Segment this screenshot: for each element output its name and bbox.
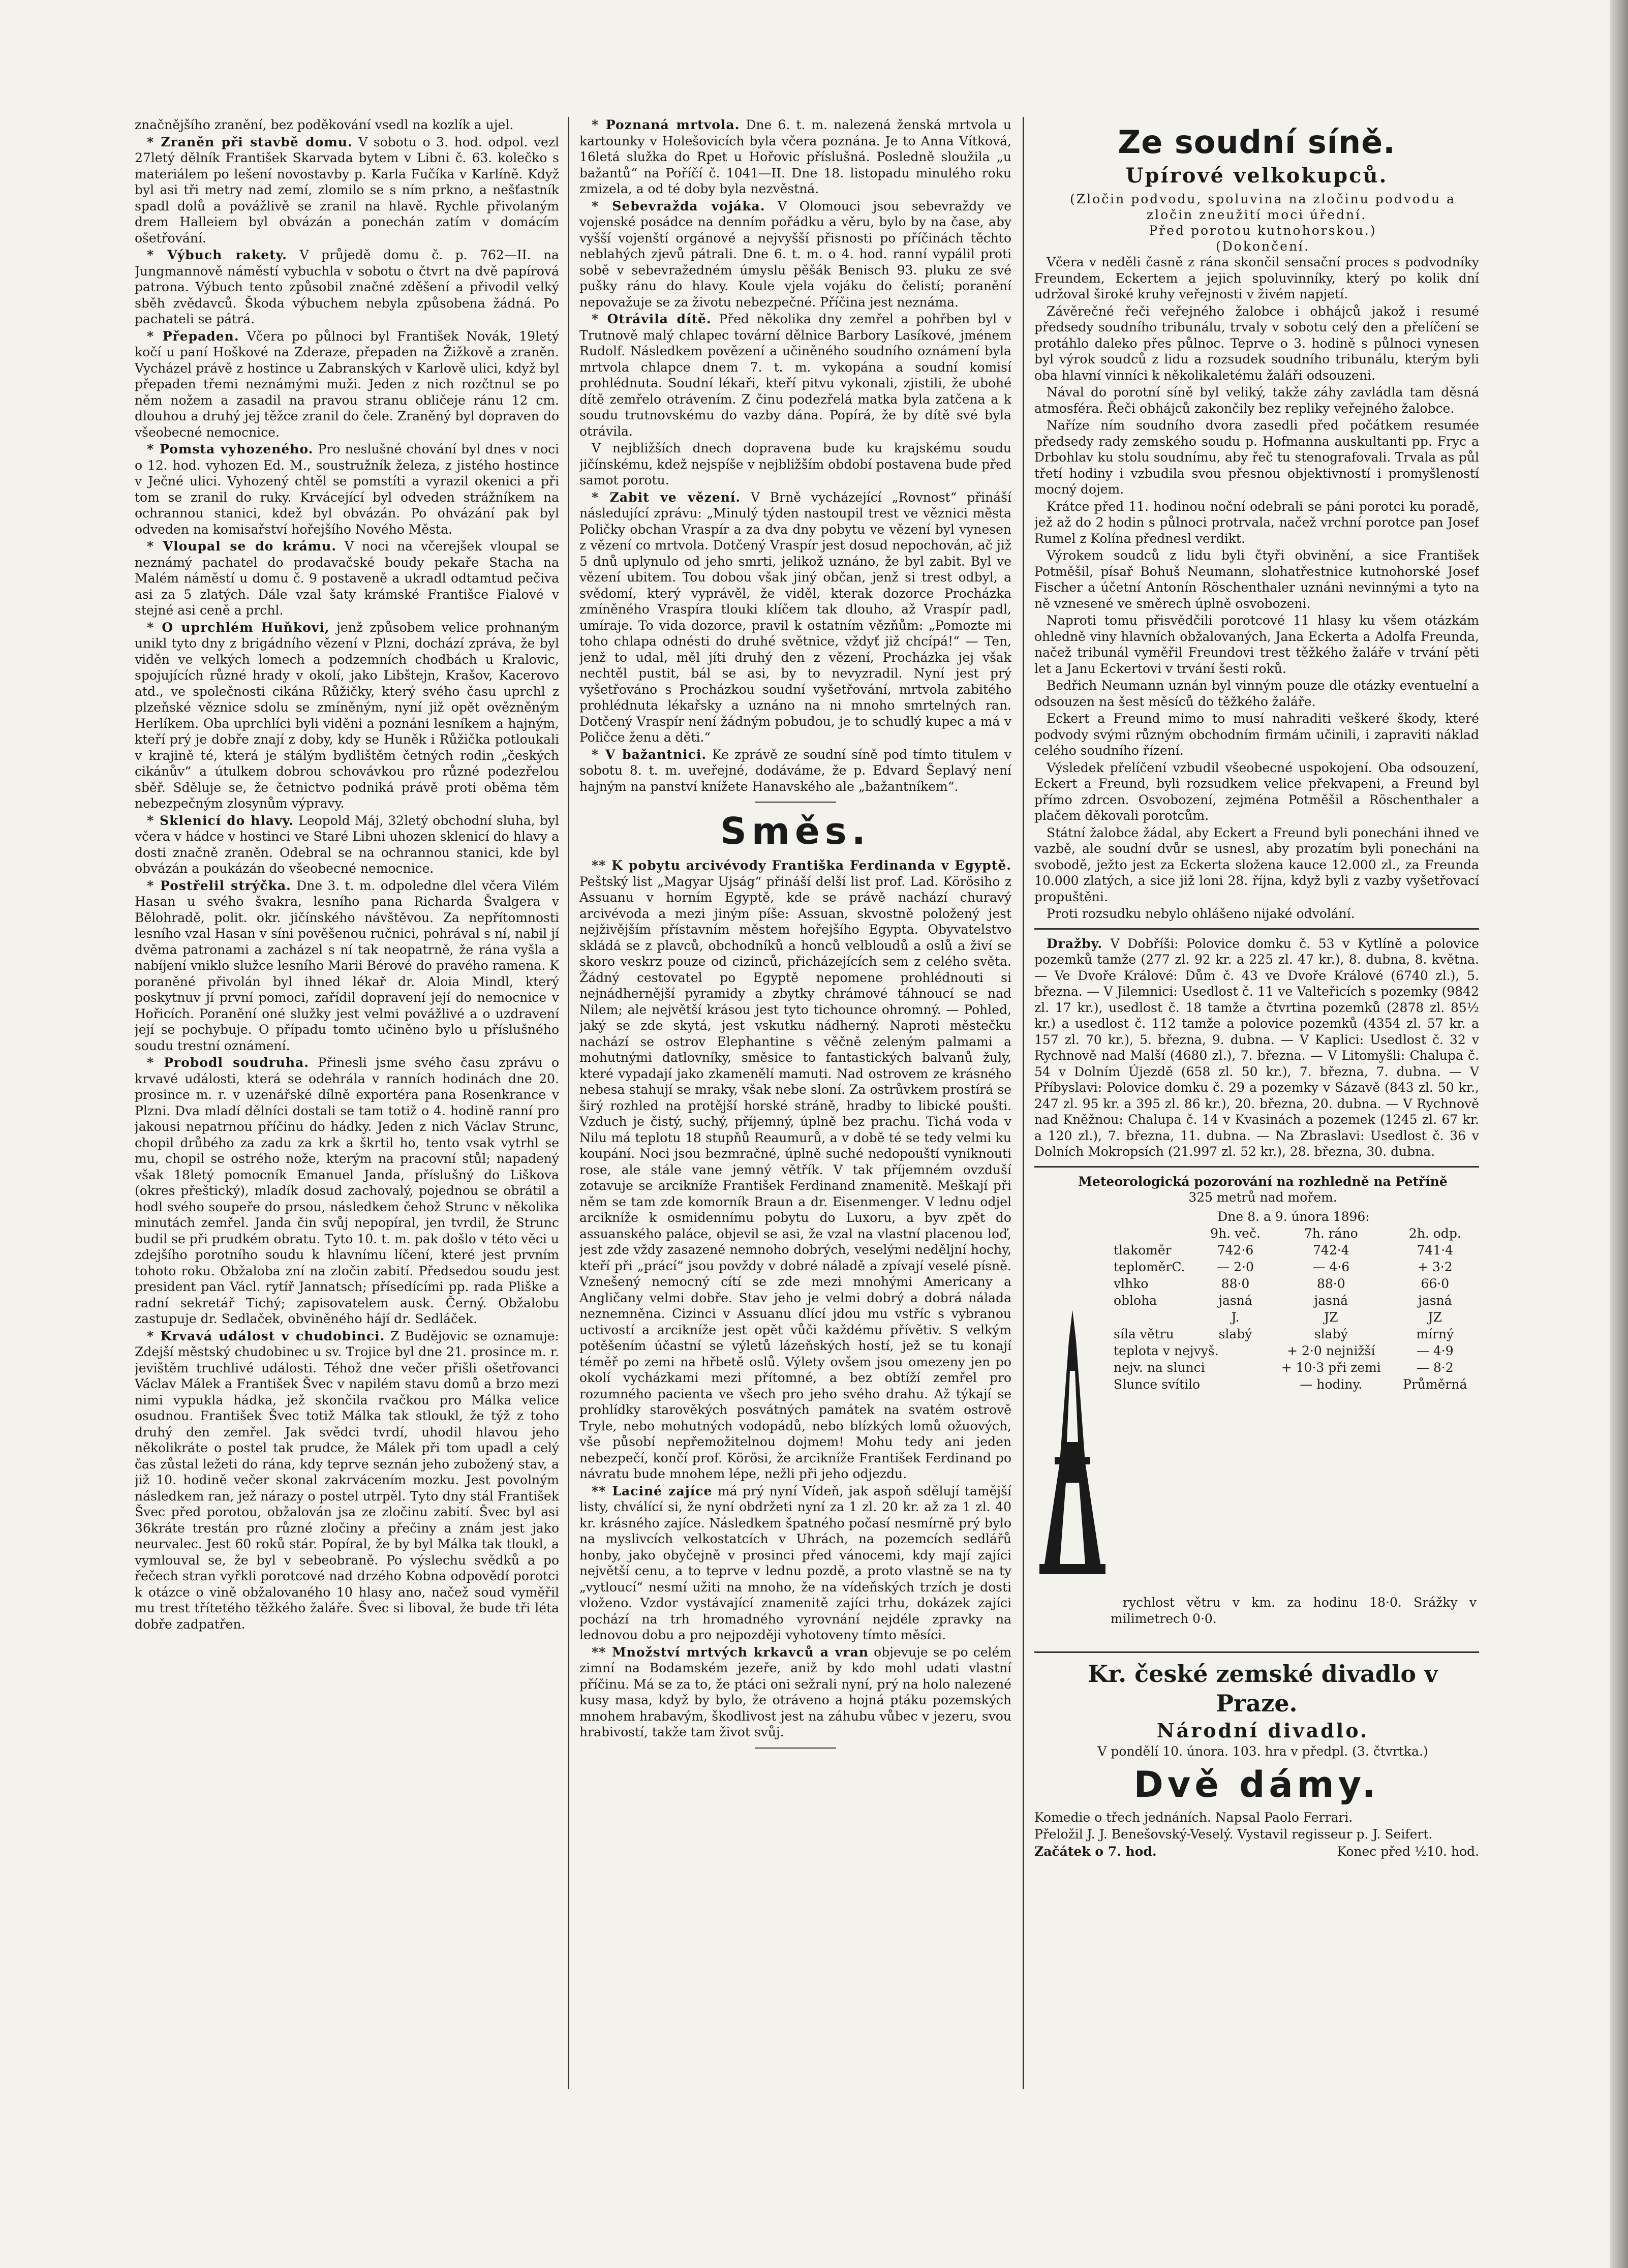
meteo-temp-value: — 4·9 bbox=[1416, 1343, 1454, 1358]
news-item bbox=[135, 538, 559, 619]
meteo-col-head: 7h. ráno bbox=[1304, 1226, 1358, 1241]
play-genre: Komedie o třech jednáních. Napsal Paolo Ferrari. bbox=[1034, 1810, 1353, 1825]
meteo-temp-label: teplota v nejvyš. bbox=[1114, 1343, 1219, 1358]
news-item-head: * Sebevražda vojáka. bbox=[592, 198, 765, 213]
news-item-text: Včera po půlnoci byl František Novák, 19letý kočí u paní Hoškové na Zderaze, přepaden na Žižkově a zraněn. Vycházel právě z hostince u Zabranských v Karlově ulici, když byl přepaden třemi neznámými muži. Jeden z nich rozčtnul se po něm nožem a zasadil na pravou stranu obličeje ránu 12 cm. dlouhou a druhý jej těžce zranil do čele. Zraněný byl dopraven do všeobecné nemocnice. bbox=[135, 328, 559, 440]
divider bbox=[1034, 1651, 1479, 1653]
news-item-head: * V bažantnici. bbox=[592, 747, 707, 762]
continuation-note: (Dokončení. bbox=[1216, 239, 1310, 254]
divider bbox=[755, 1748, 836, 1749]
court-paragraph: Bedřich Neumann uznán byl vinným pouze dle otázky eventuelní a odsouzen na šest měsíců do těžkého žaláře. bbox=[1034, 678, 1479, 709]
auctions-block bbox=[1034, 936, 1479, 1160]
article-title: Upírové velkokupců. bbox=[1125, 164, 1388, 188]
meteo-row-label: teploměrC. bbox=[1114, 1260, 1185, 1274]
news-item-text: Leopold Máj, 32letý obchodní sluha, byl včera v hádce v hostinci ve Staré Libni uhozen sklenicí do hlavy a dosti značně zraněn. Odebral se na ochrannou stanici, kde byl obvázán a poukázán do všeobecné nemocnice. bbox=[135, 813, 559, 876]
meteo-value: 66·0 bbox=[1421, 1276, 1450, 1291]
court-paragraph: Naříze ním soudního dvora zasedli před počátkem resumée předsedy rady zemského soudu p. Hofmanna auskultanti pp. Fryc a Drbohlav ku stolu soudnímu, aby řeč tu stenografovali. Trvala as půl třetí hodiny i vzbudila svou přesnou objektivností i promyšleností mocný dojem. bbox=[1034, 418, 1479, 497]
meteo-value: — 2·0 bbox=[1217, 1260, 1254, 1274]
performance-date: V pondělí 10. února. 103. hra v předpl. (3. čtvrtka.) bbox=[1097, 1744, 1428, 1759]
news-item bbox=[579, 489, 1011, 746]
court-paragraph: Výrokem soudců z lidu byli čtyři obvinění, a sice František Potměšil, písař Bohuš Neumann, slohatřestnice kutnohorské Josef Fischer a účetní Antonín Röschenthaler uznáni nevinnými a tyto na ně vznesené ve směrech úplně osvobozeni. bbox=[1034, 548, 1479, 611]
news-item-text: má prý nyní Vídeň, jak aspoň sdělují tamější listy, chválící si, že nyní obdržeti nyní za 1 zl. 20 kr. až za 1 zl. 40 kr. krásného zajíce. Následkem špatného počasí nesmírně prý bylo na myslivcích velkostatcích v Uhrách, na pozemcích sedlářů honby, jako obyčejně v prosinci před vánocemi, kdy mají zajíci největší cenu, a to teprve v lednu pozdě, a proto vlastně se na ty „vytloucí“ nesmí užiti na mnoho, že na vídeňských trzích je dosti vloženo. Vzdor vystávající znamenitě zajíci trhu, dokázek zajíci pochází na trh hromadného vyrovnání nejdéle zpravky na lednovou dobu a pro nejpozději vyhotoveny tímto měsíci. bbox=[579, 1483, 1011, 1642]
news-item bbox=[135, 134, 559, 247]
court-paragraph: Naproti tomu přisvědčili porotcové 11 hlasy ku všem otázkám ohledně viny hlavních obžalovaných, Jana Eckerta a Adolfa Freunda, načež tribunál vyměřil Freundovi trest těžkého žaláře v trvání pěti let a Janu Eckertovi v trvání šesti roků. bbox=[1034, 613, 1479, 676]
news-item bbox=[135, 328, 559, 441]
meteo-row bbox=[1111, 1326, 1477, 1342]
news-item bbox=[135, 441, 559, 537]
news-item bbox=[135, 620, 559, 812]
news-item-text: Před několika dny zemřel a pohřben byl v Trutnově malý chlapec tovární dělnice Barbory Lasíkové, jménem Rudolf. Následkem povězení a učiněného soudního oznámení byla mrtvola chlapce dnem 7. t. m. vykopána a soudní komisí prohlédnuta. Soudní lékaři, kteří pitvu vykonali, zjistili, že ubohé dítě zemřelo otrávením. Z činu podezřelá matka byla zatčena a k soudu trutnovskému do vazby dána. Popírá, že by dítě své byla otrávila. bbox=[579, 312, 1011, 439]
meteo-table bbox=[1111, 1208, 1477, 1393]
meteo-temp-label: Slunce svítilo bbox=[1114, 1377, 1201, 1392]
court-paragraph: Závěrečné řeči veřejného žalobce i obhájců jakož i resumé předsedy soudního tribunálu, trvaly v sobotu celý den a přelíčení se protáhlo daleko přes půlnoc. Teprve o 3. hodině s půlnoci vynesen byl výrok soudců z lidu a rozsudek soudního tribunálu, kterým byli oba hlavní vinníci k několikaletému žaláři odsouzeni. bbox=[1034, 303, 1479, 383]
meteo-block bbox=[1034, 1208, 1479, 1645]
news-item bbox=[579, 198, 1011, 311]
play-title: Dvě dámy. bbox=[1133, 1763, 1380, 1805]
news-item-text: Pro neslušné chování byl dnes v noci o 12. hod. vyhozen Ed. M., soustružník železa, z jistého hostince v Ječné ulici. Vyhozený chtěl se pomstíti a vyrazil okenici a při tom se zranil do ruky. Krvácející byl odveden strážníkem na ochrannou stanici, kdež byl obvázán. Po ohvázání pak byl odveden na komisařství hořejšího Nového Města. bbox=[135, 442, 559, 537]
news-item-text: objevuje se po celém zimní na Bodamském jezeře, aniž by kdo mohl udati vlastní příčinu. Má se za to, že ptáci oni sežrali nyní, prý na holo nalezené kusy masa, když by bylo, že otráveno a hojná ptáku pozemských mnohem hrabavým, škodlivost jest na záhubu vůbec v jezeru, svou hrabivostí, takže tam život svůj. bbox=[579, 1644, 1011, 1739]
news-item bbox=[135, 117, 559, 133]
meteo-wind: rychlost větru v km. za hodinu 18·0. Srážky v milimetrech 0·0. bbox=[1111, 1595, 1477, 1626]
news-item bbox=[579, 117, 1011, 197]
meteo-col-head: 2h. odp. bbox=[1408, 1226, 1461, 1241]
meteo-date: Dne 8. a 9. února 1896: bbox=[1217, 1209, 1370, 1224]
meteo-value: JZ bbox=[1428, 1310, 1442, 1325]
news-item bbox=[135, 1328, 559, 1633]
column-middle-misc bbox=[579, 857, 1011, 1740]
auctions-text: V Dobříši: Polovice domku č. 53 v Kytlíně a polovice pozemků tamže (277 zl. 92 kr. a 225 zl. 47 kr.), 8. dubna, 8. května. — Ve Dvoře Králové: Dům č. 43 ve Dvoře Králové (6740 zl.), 5. března. — V Jilemnici: Usedlost č. 11 ve Valteřicích s pozemky (9842 zl. 17 kr.), usedlost č. 18 tamže a čtvrtina pozemků (2878 zl. 85½ kr.) a usedlost č. 112 tamže a polovice pozemků (4354 zl. 57 kr. a 157 zl. 70 kr.), 5. března, 9. dubna. — V Kaplici: Usedlost č. 32 v Rychnově nad Malší (4680 zl.), 7. března. — V Litomyšli: Chalupa č. 54 v Dolním Újezdě (658 zl. 50 kr.), 7. března, 7. dubna. — V Příbyslavi: Polovice domku č. 29 a pozemky v Sázavě (843 zl. 50 kr., 247 zl. 95 kr. a 395 zl. 86 kr.), 20. března, 20. dubna. — V Rychnově nad Kněžnou: Chalupa č. 14 v Kvasinách a pozemek (1245 zl. 67 kr. a 120 zl.), 7. března, 11. dubna. — Na Zbraslavi: Usedlost č. 36 v Dolních Mokropsích (21.997 zl. 52 kr.), 28. března, 30. dubna. bbox=[1034, 936, 1479, 1159]
meteo-value: jasná bbox=[1218, 1293, 1252, 1308]
news-item bbox=[579, 747, 1011, 795]
divider bbox=[1034, 928, 1479, 930]
court-article-body bbox=[1034, 254, 1479, 922]
meteo-value: slabý bbox=[1314, 1327, 1348, 1341]
meteo-col-head: 9h. več. bbox=[1210, 1226, 1261, 1241]
news-item-text: V Brně vycházející „Rovnost“ přináší následující zprávu: „Minulý týden nastoupil trest ve věznici města Poličky obchan Vraspír a za dva dny pobytu ve vězení byl vynesen z vězení co mrtvola. Dotčený Vraspír jest dosud nepochován, ač již 5 dnů uplynulo od jeho smrti, jelikož uznáno, že byl zabit. Byl ve vězení ubitem. Tou dobou však jiný občan, jenž si trest odbyl, a svědomí, který vyprávěl, že viděl, kterak dozorce Procházka zmíněného Vraspíra tlouki klíčem tak dlouho, až Vraspír padl, umíraje. To vida dozorce, pravil k ostatním vězňům: „Pomozte mi toho chlapa odnésti do druhé světnice, vždyť již chcípá!“ — Ten, jenž to udal, měl jíti druhý den z vězení, Procházka jej však nechtěl pustit, bál se asi, by to nevyzradil. Nyní jest prý vyšetřováno s Procházkou soudní vyšetřování, mrtvola zabitého prohlédnuta lékařsky a uznáno na ni mnoho smrtelných ran. Dotčený Vraspír není žádným pobudou, je to schudlý kupec a má v Poličce ženu a děti.“ bbox=[579, 489, 1011, 745]
end-time: Konec před ½10. hod. bbox=[1337, 1844, 1479, 1859]
news-item-text: Peštský list „Magyar Ujság“ přináší delší list prof. Lad. Körösiho z Assuanu v horním Egyptě, kde se právě nachází churavý arcivévoda a mezi jiným píše: Assuan, skvostně položený jest nejživějším přístavním městem hořejšího Egypta. Obyvatelstvo skládá se z plavců, obchodníků a honců velbloudů a oslů a živí se skoro veskrz pouze od cizinců, přicházejících sem z celého světa. Žádný cestovatel po Egyptě nepomene prohlédnouti si nejnádhernější pyramidy a zbytky chrámové táhnoucí se nad Nilem; ale největší krásou jest tyto tichounce ohromný. — Pohled, jaký se zde skytá, jest vskutku nádherný. Naproti městečku nachází se ostrov Elephantine s věčně zeleným palmami a mohutnými datlovníky, směsice to fantastických balvanů žuly, které vypadají jako zkamenělí mamuti. Nad ostrovem ze krásného nebesa stahují se mraky, však nebe sloní. Za ostrůvkem prostírá se širý rozhled na protější horské stráně, hradby to libické poušti. Vzduch je čistý, suchý, příjemný, úplně bez prachu. Tichá voda v Nilu má teplotu 18 stupňů Reaumurů, a v době té se tedy velmi ku koupání. Noci jsou bezmračné, úplně suché nedopouští vyniknouti rose, ale stále vane jemný větřík. V tak příjemném ovzduší zotavuje se arcikníže František Ferdinand znamenitě. Meškají při něm se tam zde komorník Braun a dr. Eisenmenger. V lednu odjel arcikníže k osmidennímu pobytu do Luxoru, a byv zpět do assuanského paláce, objevil se asi, že vzal na vlastní placenou loď, jest zde vždy zasazené nemnoho dobrých, veselými neděljní hochy, kteří při „prácí“ jsou povždy v dobré náladě a zpívají veselé písně. Vznešený nemocný cítí se zde mezi mnohými Americany a Angličany velmi dobře. Stav jeho je velmi dobrý a dobrá nálada neznemněna. Cizinci v Assuanu dlící jdou mu vstříc s vybranou uctivostí a arcikníže jest opět vůči každému přívětiv. S velkým potěšením účastní se výletů lázeňských hostí, jež se tu konají téměř po zemi na hřbetě oslů. Výlety ovšem jsou omezeny jen po okolí vycházkami mezi přítomné, a bez obtíží zemřel pro rozumného pacienta ve všech pro jeho svého drahu. Až týkají se prohlídky starověkých posvátných památek na svatém ostrově Tryle, nebo mohutných vodopádů, nebo blízkých lomů ožuových, vše působí nepřemožitelnou dojmem! Mohu tedy ani jeden nebezpečí, končí prof. Körösi, že arcikníže František Ferdinand po návratu bude mnohem lépe, nežli při jeho odjezdu. bbox=[579, 874, 1011, 1481]
meteo-value: 742·4 bbox=[1312, 1243, 1349, 1258]
meteo-value: JZ bbox=[1324, 1310, 1338, 1325]
news-item-head: * Výbuch rakety. bbox=[147, 248, 288, 262]
auctions-head: Dražby. bbox=[1047, 936, 1103, 951]
news-item bbox=[579, 857, 1011, 1482]
meteo-row-label: vlhko bbox=[1114, 1276, 1149, 1291]
court-paragraph: Státní žalobce žádal, aby Eckert a Freund byli ponecháni ihned ve vazbě, ale soudní dvůr se usnesl, aby prozatím byli ponecháni na svobodě, ježto jest za Eckerta složena kauce 12.000 zl., za Freunda 10.000 zlatých, a sice již loni 28. října, když byli z vazby vyšetřovací propuštěni. bbox=[1034, 825, 1479, 904]
news-item bbox=[135, 1055, 559, 1327]
meteo-value: slabý bbox=[1218, 1327, 1252, 1341]
news-item bbox=[579, 1483, 1011, 1643]
news-item-text: značnějšího zranění, bez poděkování vsedl na kozlík a ujel. bbox=[135, 117, 514, 132]
meteo-value: J. bbox=[1231, 1310, 1240, 1325]
meteo-temp-value: — hodiny. bbox=[1300, 1377, 1363, 1392]
news-item-head: ** Laciné zajíce bbox=[592, 1483, 713, 1498]
news-item-text: V noci na včerejšek vloupal se neznámý pachatel do prodavačské boudy pekaře Stacha na Malém náměstí u domu č. 9 postaveně a ukradl odtamtud pečiva asi za 5 zlatých. Dále vzal šaty krámské Františce Fialové v stejné asi ceně a prchl. bbox=[135, 539, 559, 618]
court-paragraph: Eckert a Freund mimo to musí nahraditi veškeré škody, které podvody svými různým obchodním firmám učinili, i zapraviti náklad celého soudního řízení. bbox=[1034, 711, 1479, 758]
news-item-head: * Zabit ve vězení. bbox=[592, 489, 741, 505]
court-paragraph: Nával do porotní síně byl veliký, takže záhy zavládla tam děsná atmosféra. Řeči obhájců zakončily bez repliky veřejného žalobce. bbox=[1034, 385, 1479, 416]
meteo-value: 742·6 bbox=[1217, 1243, 1254, 1258]
meteo-value: 88·0 bbox=[1316, 1276, 1345, 1291]
news-item-head: * Poznaná mrtvola. bbox=[592, 117, 740, 132]
meteo-value: — 4·6 bbox=[1312, 1260, 1350, 1274]
news-item-text: V Olomouci jsou sebevraždy ve vojenské posádce na denním pořádku a věru, bylo by na čase, aby vyšší vojenští orgánové a nejvyšší přisnosti po příčinách těchto neblahých zjevů pátrali. Dne 6. t. m. o 4. hod. ranní vypálil proti sobě v sebevražedném úmyslu pěšák Benisch 93. pluku ze své pušky ránu do hlavy. Koule vjela vojáku do čelistí; poranění nepovažuje se za životu nebezpečné. Příčina jest neznáma. bbox=[579, 198, 1011, 310]
court-paragraph: Výsledek přelíčení vzbudil všeobecné uspokojení. Oba odsouzení, Eckert a Freund, byli rozsudkem velice překvapeni, a Freund byl přímo zdrcen. Osvobození, zejména Potměšil a Röschenthaler a plačem děkovali porotcům. bbox=[1034, 760, 1479, 823]
meteo-title: Meteorologická pozorování na rozhledně na Petříně bbox=[1078, 1174, 1448, 1189]
column-left bbox=[135, 117, 559, 2089]
play-times bbox=[1034, 1844, 1479, 1860]
start-time: Začátek o 7. hod. bbox=[1034, 1844, 1157, 1859]
divider bbox=[1034, 1166, 1479, 1168]
meteo-temp-label: nejv. na slunci bbox=[1114, 1360, 1205, 1375]
meteo-value: + 3·2 bbox=[1417, 1260, 1453, 1274]
section-title-smes: Směs. bbox=[720, 810, 871, 852]
meteo-temp-value: — 8·2 bbox=[1416, 1360, 1454, 1375]
news-item bbox=[579, 311, 1011, 439]
court-paragraph: Proti rozsudku nebylo ohlášeno nijaké odvolání. bbox=[1047, 906, 1355, 921]
charge-line: Před porotou kutnohorskou.) bbox=[1149, 223, 1377, 238]
meteo-row bbox=[1111, 1292, 1477, 1309]
news-item-head: * Přepaden. bbox=[147, 328, 239, 344]
newspaper-page bbox=[135, 117, 1479, 2099]
column-rule bbox=[1023, 117, 1024, 2089]
news-item-text: Ke zprávě ze soudní síně pod tímto titulem v sobotu 8. t. m. uveřejné, dodáváme, že p. Edvard Šeplavý není hajným na panství knížete Hanavského ale „bažantníkem“. bbox=[579, 747, 1011, 794]
news-item-head: * Sklenicí do hlavy. bbox=[147, 813, 294, 828]
news-item-head: ** K pobytu arcivévody Františka Ferdinanda v Egyptě. bbox=[592, 858, 1011, 873]
news-item-head: * Postřelil strýčka. bbox=[147, 878, 291, 893]
meteo-value: mírný bbox=[1416, 1327, 1454, 1341]
news-item-head: * O uprchlém Huňkovi, bbox=[147, 620, 330, 635]
court-paragraph: Včera v neděli časně z rána skončil sensační proces s podvodníky Freundem, Eckertem a jejich spoluvinníky, který po kolik dní udržoval široké kruhy veřejnosti v živém napjetí. bbox=[1034, 255, 1479, 301]
column-rule bbox=[568, 117, 569, 2089]
news-item-text: jenž způsobem velice prohnaným unikl tyto dny z brigádního vězení v Plzni, dochází zpráva, že byl viděn ve velkých lomech a podzemních chodbách u Kralovic, spojujících různé hrady v okolí, jako Libštejn, Krašov, Kacerovo atd., ve společnosti cikána Růžičky, který svého času uprchl z plzeňské věznice sdolu se zmíněným, nyní již opět ovězněným Herlíkem. Oba uprchlíci byli viděni a poznáni lesníkem a hajným, kteří prý je dobře znají z doby, kdy se Huněk i Růžička potloukali v krajině té, která je stálým bydlištěm četných rodin „českých cikánův“ a útulkem dobrou schovávkou pro různé podezřelou sběř. Sděluje se, že četnictvo podniká právě proti oběma těm nebezpečným zlosynům výpravy. bbox=[135, 620, 559, 811]
theatre-name: Kr. české zemské divadlo v Praze. bbox=[1088, 1660, 1438, 1717]
divider bbox=[755, 802, 836, 803]
meteo-value: 88·0 bbox=[1221, 1276, 1250, 1291]
meteo-row bbox=[1111, 1242, 1477, 1259]
news-item bbox=[135, 247, 559, 327]
news-item-text: V nejbližších dnech dopravena bude ku krajskému soudu jičínskému, kdež nejspíše v nejbližším období postavena bude před samot porotu. bbox=[579, 441, 1011, 487]
news-item-text: V průjedě domu č. p. 762—II. na Jungmannově náměstí vybuchla v sobotu o čtvrt na dvě papírová patrona. Výbuch tento způsobil značné zděšení a přivodil velký sběh zvědavců. Škoda výbuchem nebyla způsobena žádná. Po pachateli se pátrá. bbox=[135, 248, 559, 326]
news-item bbox=[579, 440, 1011, 488]
news-item bbox=[135, 813, 559, 877]
news-item-text: V sobotu o 3. hod. odpol. vezl 27letý dělník František Skarvada bytem v Libni č. 63. kolečko s materiálem po lešení novostavby p. Karla Fučíka v Karlíně. Když byl asi tři metry nad zemí, zlomilo se s ním prkno, a nešťastník spadl dolů a povážlivě se zranil na hlavě. Rychle přivolaným drem Halleiem byl obvázán a ponechán zatím v domácím ošetřování. bbox=[135, 134, 559, 246]
news-item-text: Dne 6. t. m. nalezená ženská mrtvola u kartounky v Holešovicích byla včera poznána. Je to Anna Vítková, 16letá služka do Rpet u Hořovic příslušná. Posledně sloužila „u bažantů“ na Poříčí č. 1041—II. Dne 18. listopadu minulého roku zmizela, a od té doby byla nezvěstná. bbox=[579, 117, 1011, 196]
news-item-head: * Pomsta vyhozeného. bbox=[147, 442, 314, 456]
news-item bbox=[135, 878, 559, 1054]
news-item bbox=[579, 1644, 1011, 1740]
news-item-text: Přinesli jsme svého času zprávu o krvavé události, která se odehrála v ranních hodinách dne 20. prosince m. r. v uzenářské dílně exportéra pana Rosenkrance v Plzni. Dva mladí dělníci dostali se tam totiž o 4. hodině ranní pro jakousi nepatrnou příčinu do hádky. Jeden z nich Václav Strunc, chopil drůbého za zadu za krk a škrtil ho, tento vsak vytrhl se mu, chopil se ostrého nože, kterým na pracovní stůl; napadený však 18letý pomocník Emanuel Janda, příslušný do Liškova (okres přeštický), mladík dosud zachovalý, pojednou se obrátil a hodl svého soupeře do prsou, následkem čehož Strunc v několika minutách zemřel. Janda čin svůj nepopíral, jen tvrdil, že Strunc budil se při prudkém obratu. Tyto 10. t. m. pak došlo v této věci u zdejšího porotního soudu k hlavnímu líčení, které jest prvním tohoto roku. Obžaloba zní na zločin zabití. Předsedou soudu jest president pan Václ. rytíř Jannatsch; přísedícími pp. rada Pliške a radní sekretář Tichý; zapisovatelem ausk. Černý. Obžalobu zastupuje dr. Sedlaček, obviněného hájí dr. Sedláček. bbox=[135, 1055, 559, 1326]
column-middle bbox=[579, 117, 1011, 2089]
meteo-row-label: obloha bbox=[1114, 1293, 1157, 1308]
news-item-head: ** Množství mrtvých krkavců a vran bbox=[592, 1644, 869, 1660]
petrin-tower-icon bbox=[1039, 1310, 1105, 1574]
meteo-row bbox=[1111, 1309, 1477, 1326]
meteo-value: jasná bbox=[1314, 1293, 1348, 1308]
news-item-head: * Krvavá událost v chudobinci. bbox=[147, 1328, 385, 1343]
news-item-head: * Zraněn při stavbě domu. bbox=[147, 134, 353, 149]
meteo-value: jasná bbox=[1418, 1293, 1452, 1308]
meteo-row-label bbox=[1111, 1309, 1202, 1326]
meteo-temp-value: + 10·3 při zemi bbox=[1281, 1360, 1381, 1375]
column-middle-news bbox=[579, 117, 1011, 794]
news-item-text: Z Budějovic se oznamuje: Zdejší městský chudobinec u sv. Trojice byl dne 21. prosince m. r. jevištěm truchlivé události. Téhož dne večer přišli ošetřovanci Václav Málek a František Švec v napilém stavu domů a brzo mezi nimi vypukla hádka, jež skončila rvačkou pro Málka velice osudnou. František Švec totiž Málka tak stloukl, že týž z toho druhý den zemřel. Jak svědci tvrdí, uhodil hlavou jeho několikráte o postel tak prudce, že Málek při tom upadl a celý čas zůstal ležeti do rána, kdy teprve seznán jeho zubožený stav, a již 10. hodině večer skonal zakrvácením mozku. Jest povolným následkem ran, jež nárazy o postel utrpěl. Tyto dny stál František Švec před porotou, obžalován jsa ze zločinu zabití. Švec byl asi 36kráte trestán pro různé zločiny a přečiny a znám jest jako neurvalec. Jest 60 roků stár. Popíral, že by byl Málka tak tloukl, a vymlouval se, že byl v sebeobraně. Po výslechu svědků a po řečech stran vyřkli porotcové nad drzého Kobna odpovědí porotci k otázce o vině obžalovaného 10 hlasy ano, načež soud vyměřil mu trest třítetého těžkého žaláře. Švec si liboval, že bude tři léta dobře zadpatřen. bbox=[135, 1328, 559, 1632]
play-translator: Přeložil J. J. Benešovský-Veselý. Vystavil regisseur p. J. Seifert. bbox=[1034, 1827, 1433, 1842]
column-right bbox=[1034, 117, 1479, 2089]
meteo-value: 741·4 bbox=[1417, 1243, 1454, 1258]
scan-edge bbox=[1610, 0, 1628, 2268]
theatre-subname: Národní divadlo. bbox=[1156, 1719, 1369, 1742]
meteo-temp-value: + 2·0 nejnižší bbox=[1287, 1343, 1375, 1358]
meteo-subtitle: 325 metrů nad mořem. bbox=[1188, 1189, 1337, 1205]
meteo-row-label: tlakoměr bbox=[1114, 1243, 1172, 1258]
news-item-text: Dne 3. t. m. odpoledne dlel včera Vilém Hasan u svého švakra, lesního pana Richarda Švalgera v Bělohradě, polit. okr. jičínského návštěvou. Za nepřítomnosti lesního vzal Hasan v síni pověšenou ručnici, pohrával s ní, nabil jí dvěma patronami a zacházel s ní tak neopatrně, že rána vyšla a nabíjení vniklo služce lesního Marii Bérové do pravého ramena. K poraněné přivolán byl ihned lékař dr. Aloia Mindl, který poskytnuv jí první pomoci, zařídil dopravení její do nemocnice v Hořicích. Poranění oné služky jest velmi povážlivé a o uzdravení její se pochybuje. O případu tomto učiněno bylo u příslušného soudu trestní oznámení. bbox=[135, 878, 559, 1053]
meteo-row bbox=[1111, 1275, 1477, 1292]
news-item-head: * Probodl soudruha. bbox=[147, 1055, 309, 1070]
section-title-court: Ze soudní síně. bbox=[1118, 124, 1396, 161]
court-paragraph: Krátce před 11. hodinou noční odebrali se páni porotci ku poradě, jež až do 2 hodin s půlnoci protrvala, načež vrchní porotce pan Josef Rumel z Kolína přednesl verdikt. bbox=[1034, 499, 1479, 546]
meteo-row-label: síla větru bbox=[1114, 1327, 1174, 1341]
charge-line: (Zločin podvodu, spoluvina na zločinu podvodu a zločin zneužití moci úřední. bbox=[1069, 192, 1456, 222]
meteo-temp-value: Průměrná bbox=[1403, 1377, 1467, 1392]
meteo-row bbox=[1111, 1259, 1477, 1275]
news-item-head: * Vloupal se do krámu. bbox=[147, 539, 337, 554]
news-item-head: * Otrávila dítě. bbox=[592, 312, 712, 326]
